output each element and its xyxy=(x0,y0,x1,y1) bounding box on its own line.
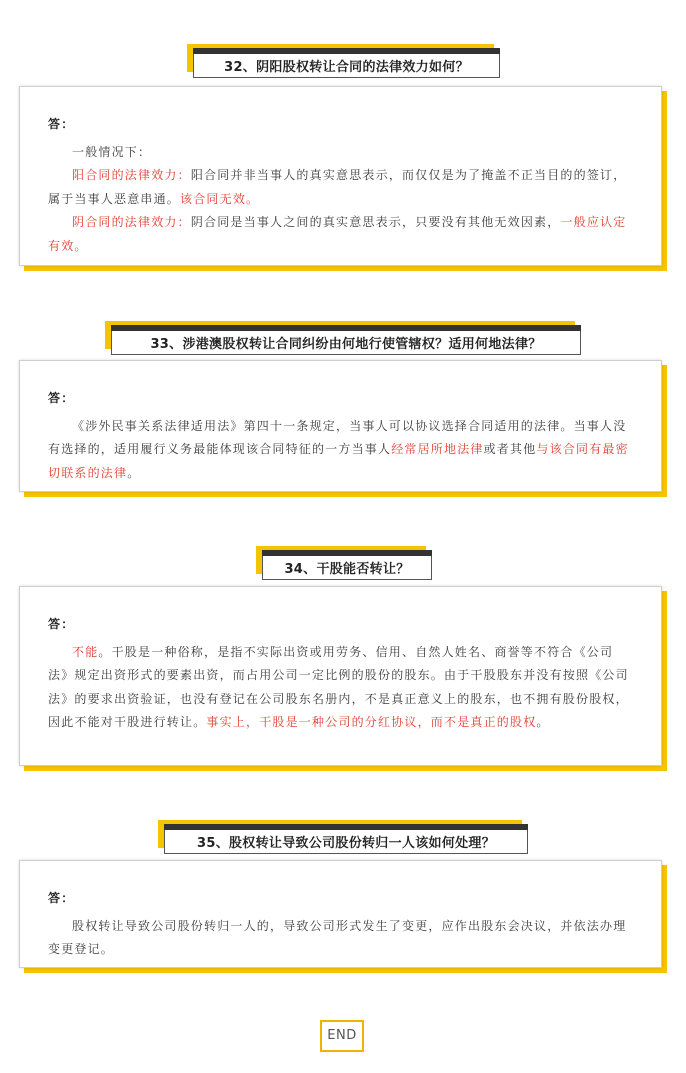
answer-34-card xyxy=(19,586,662,766)
question-34-heading: 34、干股能否转让？ xyxy=(262,556,432,580)
answer-33-part3: 。 xyxy=(127,465,141,480)
answer-32-card xyxy=(19,86,662,266)
yin-label: 阴合同的法律效力： xyxy=(72,215,191,230)
question-32-heading: 32、阴阳股权转让合同的法律效力如何？ xyxy=(193,54,500,78)
answer-33-text xyxy=(48,415,633,486)
end-marker: END xyxy=(320,1020,364,1052)
answer-33-part1: 《涉外民事关系法律适用法》第四十一条规定，当事人可以协议选择合同适用的法律。当事人没有选择的，适用履行义务最能体现该合同特征的一方当事人 xyxy=(48,418,627,457)
yang-conclusion: 该合同无效。 xyxy=(180,191,260,206)
yin-text: 阴合同是当事人之间的真实意思表示，只要没有其他无效因素， xyxy=(190,215,561,230)
question-33-title xyxy=(105,321,581,355)
answer-35-card xyxy=(19,860,662,968)
question-35-heading: 35、股权转让导致公司股份转归一人该如何处理？ xyxy=(164,830,528,854)
answer-32-yang xyxy=(48,164,633,211)
question-35-title xyxy=(158,820,528,854)
answer-34-part1: 。干股是一种俗称，是指不实际出资或用劳务、信用、自然人姓名、商誉等不符合《公司法》规定出资形式的要素出资，而占用公司一定比例的股份的股东。由于干股股东并没有按照《公司法》的要求出资验证，也没有登记在公司股东名册内，不是真正意义上的股东，也不拥有股份股权，因此不能对干股进行转让。 xyxy=(48,644,629,730)
answer-33-part2: 或者其他 xyxy=(483,442,537,457)
answer-label: 答： xyxy=(48,117,75,131)
question-33-heading: 33、涉港澳股权转让合同纠纷由何地行使管辖权？适用何地法律？ xyxy=(111,331,581,355)
answer-33-highlight1: 经常居所地法律 xyxy=(391,442,484,457)
yang-label: 阳合同的法律效力： xyxy=(72,168,191,183)
question-32-title xyxy=(187,44,500,78)
answer-label: 答： xyxy=(48,891,75,905)
question-34-title xyxy=(256,546,432,580)
answer-33-highlight2: 与该合同有最密切联系的法律 xyxy=(48,442,629,480)
yin-conclusion: 一般应认定有效。 xyxy=(48,215,627,253)
answer-32-intro: 一般情况下： xyxy=(72,144,152,159)
answer-34-highlight2: 事实上，干股是一种公司的分红协议，而不是真正的股权 xyxy=(206,715,537,730)
yang-text: 阳合同并非当事人的真实意思表示，而仅仅是为了掩盖不正当目的的签订，属于当事人恶意串通。 xyxy=(48,168,627,206)
answer-33-card xyxy=(19,360,662,492)
answer-34-part2: 。 xyxy=(536,715,550,730)
answer-label: 答： xyxy=(48,391,75,405)
answer-35-text: 股权转让导致公司股份转归一人的，导致公司形式发生了变更，应作出股东会决议，并依法办理变更登记。 xyxy=(48,918,627,957)
answer-32-yin xyxy=(48,211,633,258)
answer-label: 答： xyxy=(48,617,75,631)
answer-34-highlight1: 不能 xyxy=(72,644,99,659)
answer-34-text xyxy=(48,641,633,735)
